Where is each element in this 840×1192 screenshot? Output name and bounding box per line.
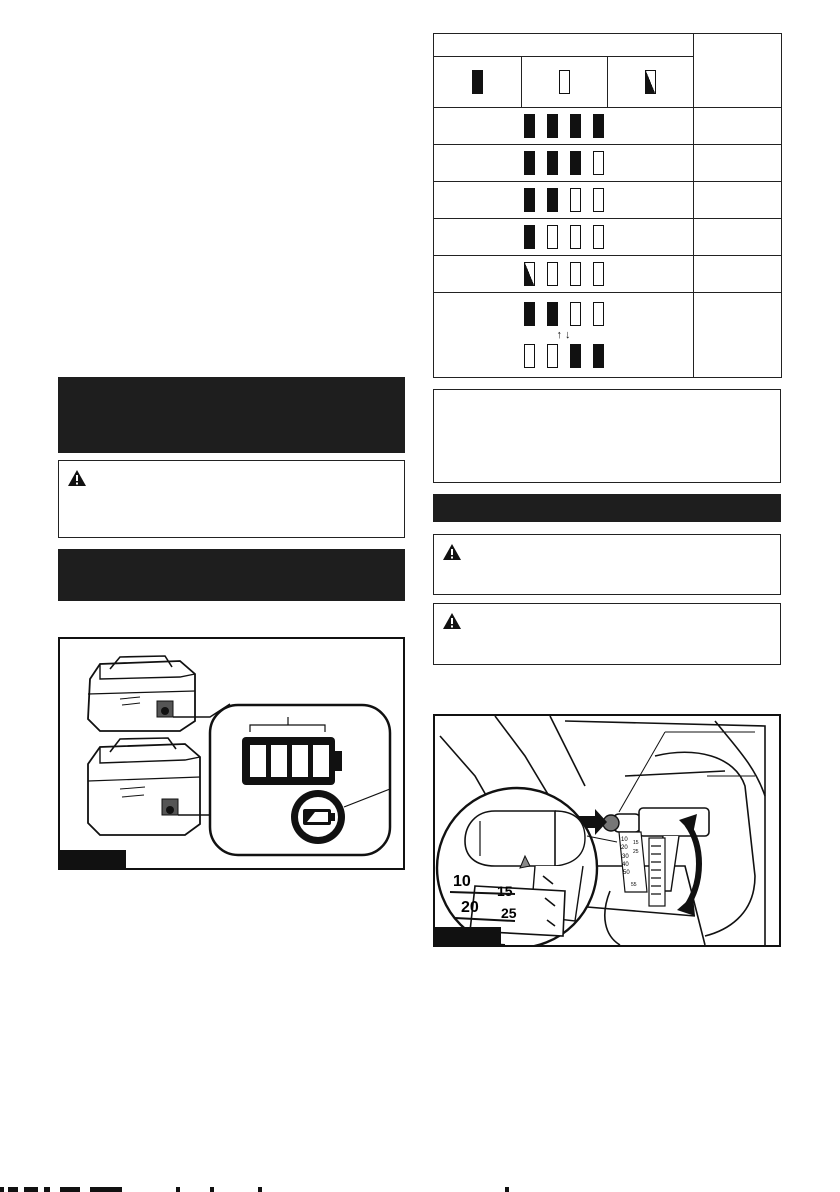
segment-unlit-icon [559,70,570,94]
section-heading-bar-3 [433,494,781,522]
indicator-level-row [434,256,782,293]
depth-adjust-illustration [435,716,779,945]
indicator-alternating-row [434,293,782,378]
caution-box-1 [58,460,405,538]
battery-pack-large-icon [88,738,200,835]
scale-inset-label: 55 [631,882,637,888]
depth-adjust-figure [433,714,781,947]
scale-inset-label: 15 [633,840,639,846]
warning-triangle-icon [442,543,462,561]
scale-inset-label: 20 [621,845,628,851]
scale-main-label: 20 [461,899,479,916]
indicator-table [433,33,782,378]
scale-main-label: 15 [497,883,513,899]
indicator-level-row [434,108,782,145]
section-heading-bar-1 [58,377,405,453]
caution-box-2 [433,534,781,595]
battery-illustration [60,639,403,868]
warning-triangle-icon [442,612,462,630]
depth-scale-plate [619,832,647,892]
indicator-level-row [434,219,782,256]
scale-inset-label: 40 [622,862,629,868]
indicator-level-row [434,145,782,182]
figure-number-tab [60,850,126,868]
alternating-arrows-icon: ↑ ↓ [556,329,571,341]
scale-main-label: 25 [501,905,517,921]
scale-inset-label: 10 [621,837,628,843]
scale-main-label: 10 [453,873,471,890]
page-footer-strip [0,1186,840,1192]
figure-number-tab [435,927,501,945]
caution-box-3 [433,603,781,665]
warning-triangle-icon [67,469,87,487]
scale-inset-label: 50 [623,870,630,876]
battery-figure [58,637,405,870]
segment-blinking-icon [645,70,656,94]
note-box [433,389,781,483]
scale-inset-label: 30 [622,854,629,860]
scale-inset-label: 25 [633,849,639,855]
indicator-level-row [434,182,782,219]
magnified-inset [437,788,597,945]
section-heading-bar-2 [58,549,405,601]
indicator-table-header-row [434,34,782,57]
battery-pack-small-icon [88,656,195,731]
segment-lit-icon [472,70,483,94]
